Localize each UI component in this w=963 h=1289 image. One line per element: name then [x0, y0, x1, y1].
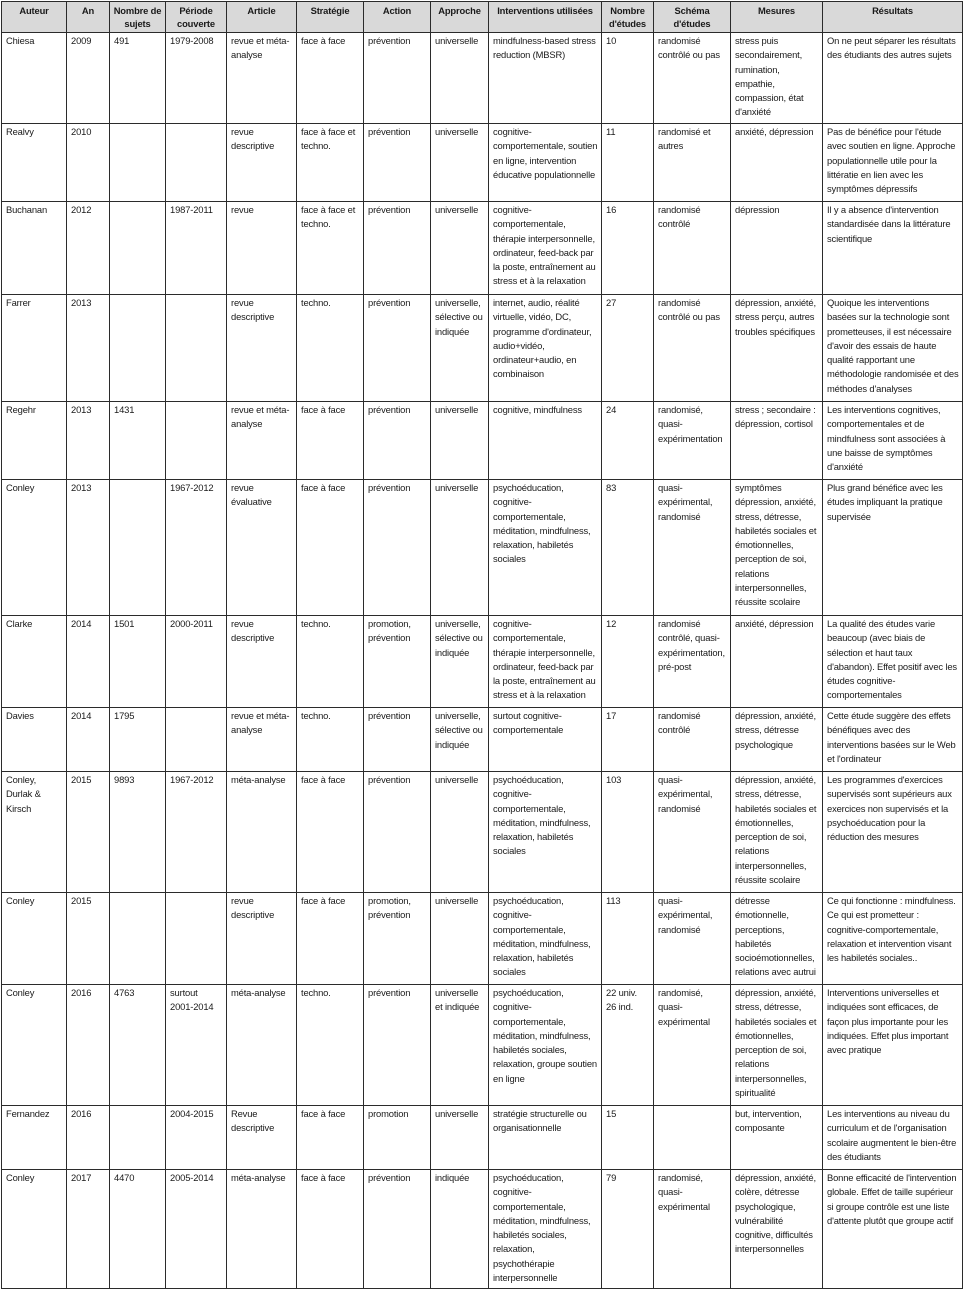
cell-study-count: 16	[602, 202, 654, 295]
cell-interventions: cognitive, mindfulness	[489, 402, 602, 480]
table-row	[2, 708, 963, 772]
column-header-interventions: Interventions utilisées	[489, 2, 602, 33]
table-row	[2, 295, 963, 402]
cell-design	[654, 1106, 731, 1170]
cell-approach: universelle, sélective ou indiquée	[431, 708, 489, 772]
column-header-design: Schéma d'études	[654, 2, 731, 33]
cell-interventions: stratégie structurelle ou organisationnelle	[489, 1106, 602, 1170]
cell-period	[166, 708, 227, 772]
cell-author: Conley	[2, 480, 67, 616]
cell-strategy: face à face	[297, 1170, 364, 1289]
cell-results: Les programmes d'exercices supervisés sont supérieurs aux exercices non supervisés et la psychoéducation pour la réduction des mesures	[823, 772, 963, 893]
cell-article: revue descriptive	[227, 616, 297, 708]
cell-design: randomisé contrôlé	[654, 708, 731, 772]
column-header-year: An	[67, 2, 110, 33]
cell-article: revue	[227, 202, 297, 295]
cell-approach: universelle	[431, 893, 489, 985]
cell-author: Buchanan	[2, 202, 67, 295]
cell-interventions: cognitive-comportementale, soutien en ligne, intervention éducative populationnelle	[489, 124, 602, 202]
cell-approach: universelle, sélective ou indiquée	[431, 295, 489, 402]
cell-design: randomisé, quasi-expérimental	[654, 985, 731, 1106]
cell-period	[166, 295, 227, 402]
cell-year: 2015	[67, 893, 110, 985]
cell-interventions: psychoéducation, cognitive-comportementale, méditation, mindfulness, habiletés sociales, relaxation, psychothérapie interpersonnelle	[489, 1170, 602, 1289]
cell-year: 2012	[67, 202, 110, 295]
cell-strategy: face à face et techno.	[297, 202, 364, 295]
cell-results: Quoique les interventions basées sur la technologie sont prometteuses, il est nécessaire d'avoir des essais de haute qualité rapportant une méthodologie randomisée et des méthodes d'analyses	[823, 295, 963, 402]
cell-article: revue et méta-analyse	[227, 33, 297, 124]
cell-strategy: techno.	[297, 616, 364, 708]
cell-study-count: 15	[602, 1106, 654, 1170]
studies-table	[1, 1, 963, 1289]
cell-subjects	[110, 1106, 166, 1170]
cell-measures: dépression, anxiété, stress, détresse psychologique	[731, 708, 823, 772]
cell-subjects: 1501	[110, 616, 166, 708]
cell-approach: universelle	[431, 402, 489, 480]
cell-results: Ce qui fonctionne : mindfulness. Ce qui est prometteur : cognitive-comportementale, relaxation et intervention visant les habiletés sociales..	[823, 893, 963, 985]
cell-measures: but, intervention, composante	[731, 1106, 823, 1170]
cell-year: 2009	[67, 33, 110, 124]
cell-action: promotion	[364, 1106, 431, 1170]
cell-author: Farrer	[2, 295, 67, 402]
cell-action: promotion, prévention	[364, 616, 431, 708]
cell-results: Les interventions cognitives, comportementales et de mindfulness sont associées à une baisse de symptômes d'anxiété	[823, 402, 963, 480]
column-header-article: Article	[227, 2, 297, 33]
cell-strategy: face à face	[297, 402, 364, 480]
cell-design: randomisé et autres	[654, 124, 731, 202]
cell-interventions: cognitive-comportementale, thérapie interpersonnelle, ordinateur, feed-back par la poste, entraînement au stress et à la relaxation	[489, 616, 602, 708]
cell-year: 2014	[67, 708, 110, 772]
cell-study-count: 24	[602, 402, 654, 480]
table-row	[2, 124, 963, 202]
cell-author: Clarke	[2, 616, 67, 708]
cell-study-count: 83	[602, 480, 654, 616]
table-row	[2, 985, 963, 1106]
cell-design: randomisé, quasi-expérimental	[654, 1170, 731, 1289]
cell-author: Chiesa	[2, 33, 67, 124]
cell-author: Davies	[2, 708, 67, 772]
cell-year: 2010	[67, 124, 110, 202]
table-row	[2, 616, 963, 708]
column-header-subjects: Nombre de sujets	[110, 2, 166, 33]
cell-strategy: techno.	[297, 295, 364, 402]
cell-measures: stress ; secondaire : dépression, cortisol	[731, 402, 823, 480]
cell-subjects	[110, 124, 166, 202]
cell-results: Interventions universelles et indiquées sont efficaces, de façon plus importante pour les indiquées. Effet plus important avec pratique	[823, 985, 963, 1106]
table-row	[2, 402, 963, 480]
cell-measures: dépression, anxiété, stress perçu, autres troubles spécifiques	[731, 295, 823, 402]
cell-year: 2013	[67, 402, 110, 480]
cell-study-count: 17	[602, 708, 654, 772]
column-header-author: Auteur	[2, 2, 67, 33]
cell-study-count: 103	[602, 772, 654, 893]
cell-results: Les interventions au niveau du curriculum et de l'organisation scolaire augmentent le bien-être des étudiants	[823, 1106, 963, 1170]
cell-interventions: internet, audio, réalité virtuelle, vidéo, DC, programme d'ordinateur, audio+vidéo, ordinateur+audio, en combinaison	[489, 295, 602, 402]
cell-strategy: techno.	[297, 708, 364, 772]
cell-strategy: face à face	[297, 772, 364, 893]
cell-design: randomisé, quasi-expérimentation	[654, 402, 731, 480]
cell-approach: universelle	[431, 1106, 489, 1170]
cell-year: 2017	[67, 1170, 110, 1289]
column-header-study-count: Nombre d'études	[602, 2, 654, 33]
table-row	[2, 1106, 963, 1170]
cell-action: prévention	[364, 480, 431, 616]
cell-design: randomisé contrôlé	[654, 202, 731, 295]
cell-action: prévention	[364, 985, 431, 1106]
cell-results: Bonne efficacité de l'intervention globale. Effet de taille supérieur si groupe contrôle est une liste d'attente plutôt que groupe actif	[823, 1170, 963, 1289]
cell-action: prévention	[364, 295, 431, 402]
cell-article: méta-analyse	[227, 772, 297, 893]
cell-results: Plus grand bénéfice avec les études impliquant la pratique supervisée	[823, 480, 963, 616]
cell-strategy: face à face	[297, 33, 364, 124]
cell-interventions: psychoéducation, cognitive-comportementale, méditation, mindfulness, relaxation, habiletés sociales	[489, 893, 602, 985]
table-row	[2, 202, 963, 295]
cell-subjects	[110, 480, 166, 616]
cell-results: Pas de bénéfice pour l'étude avec soutien en ligne. Approche populationnelle utile pour la littératie en lien avec les symptômes dépressifs	[823, 124, 963, 202]
cell-subjects: 1431	[110, 402, 166, 480]
cell-interventions: cognitive-comportementale, thérapie interpersonnelle, ordinateur, feed-back par la poste, entraînement au stress et à la relaxation	[489, 202, 602, 295]
cell-study-count: 27	[602, 295, 654, 402]
cell-year: 2013	[67, 295, 110, 402]
cell-article: revue évaluative	[227, 480, 297, 616]
cell-measures: détresse émotionnelle, perceptions, habiletés socioémotionnelles, relations avec autrui	[731, 893, 823, 985]
cell-results: La qualité des études varie beaucoup (avec biais de sélection et haut taux d'abandon). Effet positif avec les études cognitive-comportementales	[823, 616, 963, 708]
cell-strategy: techno.	[297, 985, 364, 1106]
cell-period	[166, 124, 227, 202]
column-header-period: Période couverte	[166, 2, 227, 33]
cell-interventions: surtout cognitive-comportementale	[489, 708, 602, 772]
cell-approach: universelle	[431, 124, 489, 202]
cell-interventions: mindfulness-based stress reduction (MBSR)	[489, 33, 602, 124]
column-header-results: Résultats	[823, 2, 963, 33]
cell-strategy: face à face	[297, 1106, 364, 1170]
cell-author: Conley	[2, 1170, 67, 1289]
cell-action: prévention	[364, 124, 431, 202]
cell-author: Conley	[2, 893, 67, 985]
cell-strategy: face à face et techno.	[297, 124, 364, 202]
cell-author: Conley, Durlak & Kirsch	[2, 772, 67, 893]
cell-period: 1979-2008	[166, 33, 227, 124]
cell-action: prévention	[364, 772, 431, 893]
cell-year: 2013	[67, 480, 110, 616]
cell-article: revue descriptive	[227, 295, 297, 402]
cell-article: méta-analyse	[227, 985, 297, 1106]
cell-subjects	[110, 202, 166, 295]
cell-subjects: 9893	[110, 772, 166, 893]
cell-measures: symptômes dépression, anxiété, stress, détresse, habiletés sociales et émotionnelles, perception de soi, relations interpersonnelles, réussite scolaire	[731, 480, 823, 616]
cell-article: revue et méta-analyse	[227, 708, 297, 772]
cell-design: randomisé contrôlé, quasi-expérimentation, pré-post	[654, 616, 731, 708]
cell-action: prévention	[364, 1170, 431, 1289]
cell-subjects	[110, 893, 166, 985]
cell-results: On ne peut séparer les résultats des étudiants des autres sujets	[823, 33, 963, 124]
cell-results: Cette étude suggère des effets bénéfiques avec des interventions basées sur le Web et l'ordinateur	[823, 708, 963, 772]
cell-measures: dépression, anxiété, stress, détresse, habiletés sociales et émotionnelles, perception de soi, relations interpersonnelles, spiritualité	[731, 985, 823, 1106]
cell-approach: universelle	[431, 33, 489, 124]
cell-design: randomisé contrôlé ou pas	[654, 295, 731, 402]
cell-subjects: 4763	[110, 985, 166, 1106]
table-row	[2, 480, 963, 616]
cell-study-count: 12	[602, 616, 654, 708]
column-header-strategy: Stratégie	[297, 2, 364, 33]
cell-author: Conley	[2, 985, 67, 1106]
cell-action: prévention	[364, 33, 431, 124]
table-row	[2, 772, 963, 893]
column-header-approach: Approche	[431, 2, 489, 33]
cell-action: prévention	[364, 202, 431, 295]
table-row	[2, 1170, 963, 1289]
cell-approach: universelle	[431, 202, 489, 295]
cell-subjects: 491	[110, 33, 166, 124]
cell-year: 2015	[67, 772, 110, 893]
cell-author: Fernandez	[2, 1106, 67, 1170]
cell-article: revue et méta-analyse	[227, 402, 297, 480]
column-header-measures: Mesures	[731, 2, 823, 33]
cell-year: 2016	[67, 985, 110, 1106]
cell-author: Realvy	[2, 124, 67, 202]
cell-action: promotion, prévention	[364, 893, 431, 985]
cell-strategy: face à face	[297, 893, 364, 985]
header-row	[2, 2, 963, 33]
cell-action: prévention	[364, 402, 431, 480]
cell-period	[166, 402, 227, 480]
cell-article: revue descriptive	[227, 893, 297, 985]
cell-study-count: 10	[602, 33, 654, 124]
cell-measures: dépression, anxiété, colère, détresse psychologique, vulnérabilité cognitive, difficultés interpersonnelles	[731, 1170, 823, 1289]
cell-period	[166, 893, 227, 985]
cell-article: Revue descriptive	[227, 1106, 297, 1170]
cell-measures: anxiété, dépression	[731, 616, 823, 708]
cell-study-count: 113	[602, 893, 654, 985]
cell-period: 1987-2011	[166, 202, 227, 295]
table-row	[2, 893, 963, 985]
cell-approach: universelle	[431, 772, 489, 893]
cell-action: prévention	[364, 708, 431, 772]
cell-study-count: 79	[602, 1170, 654, 1289]
cell-subjects: 4470	[110, 1170, 166, 1289]
cell-author: Regehr	[2, 402, 67, 480]
cell-measures: dépression, anxiété, stress, détresse, habiletés sociales et émotionnelles, perception de soi, relations interpersonnelles, réussite scolaire	[731, 772, 823, 893]
cell-interventions: psychoéducation, cognitive-comportementale, méditation, mindfulness, relaxation, habiletés sociales	[489, 480, 602, 616]
cell-results: Il y a absence d'intervention standardisée dans la littérature scientifique	[823, 202, 963, 295]
cell-interventions: psychoéducation, cognitive-comportementale, méditation, mindfulness, relaxation, habiletés sociales	[489, 772, 602, 893]
cell-period: surtout 2001-2014	[166, 985, 227, 1106]
cell-strategy: face à face	[297, 480, 364, 616]
cell-approach: universelle, sélective ou indiquée	[431, 616, 489, 708]
cell-subjects	[110, 295, 166, 402]
cell-article: méta-analyse	[227, 1170, 297, 1289]
cell-period: 2000-2011	[166, 616, 227, 708]
cell-approach: indiquée	[431, 1170, 489, 1289]
cell-study-count: 11	[602, 124, 654, 202]
cell-period: 2005-2014	[166, 1170, 227, 1289]
cell-article: revue descriptive	[227, 124, 297, 202]
cell-measures: dépression	[731, 202, 823, 295]
table-row	[2, 33, 963, 124]
cell-period: 1967-2012	[166, 772, 227, 893]
cell-year: 2014	[67, 616, 110, 708]
table-body	[2, 33, 963, 1289]
cell-measures: stress puis secondairement, rumination, empathie, compassion, état d'anxiété	[731, 33, 823, 124]
cell-period: 2004-2015	[166, 1106, 227, 1170]
cell-design: quasi-expérimental, randomisé	[654, 772, 731, 893]
cell-period: 1967-2012	[166, 480, 227, 616]
cell-interventions: psychoéducation, cognitive-comportementale, méditation, mindfulness, habiletés sociales, relaxation, groupe soutien en ligne	[489, 985, 602, 1106]
cell-design: quasi-expérimental, randomisé	[654, 893, 731, 985]
cell-year: 2016	[67, 1106, 110, 1170]
column-header-action: Action	[364, 2, 431, 33]
cell-measures: anxiété, dépression	[731, 124, 823, 202]
cell-approach: universelle et indiquée	[431, 985, 489, 1106]
cell-approach: universelle	[431, 480, 489, 616]
cell-design: randomisé contrôlé ou pas	[654, 33, 731, 124]
cell-study-count: 22 univ. 26 ind.	[602, 985, 654, 1106]
cell-design: quasi-expérimental, randomisé	[654, 480, 731, 616]
cell-subjects: 1795	[110, 708, 166, 772]
